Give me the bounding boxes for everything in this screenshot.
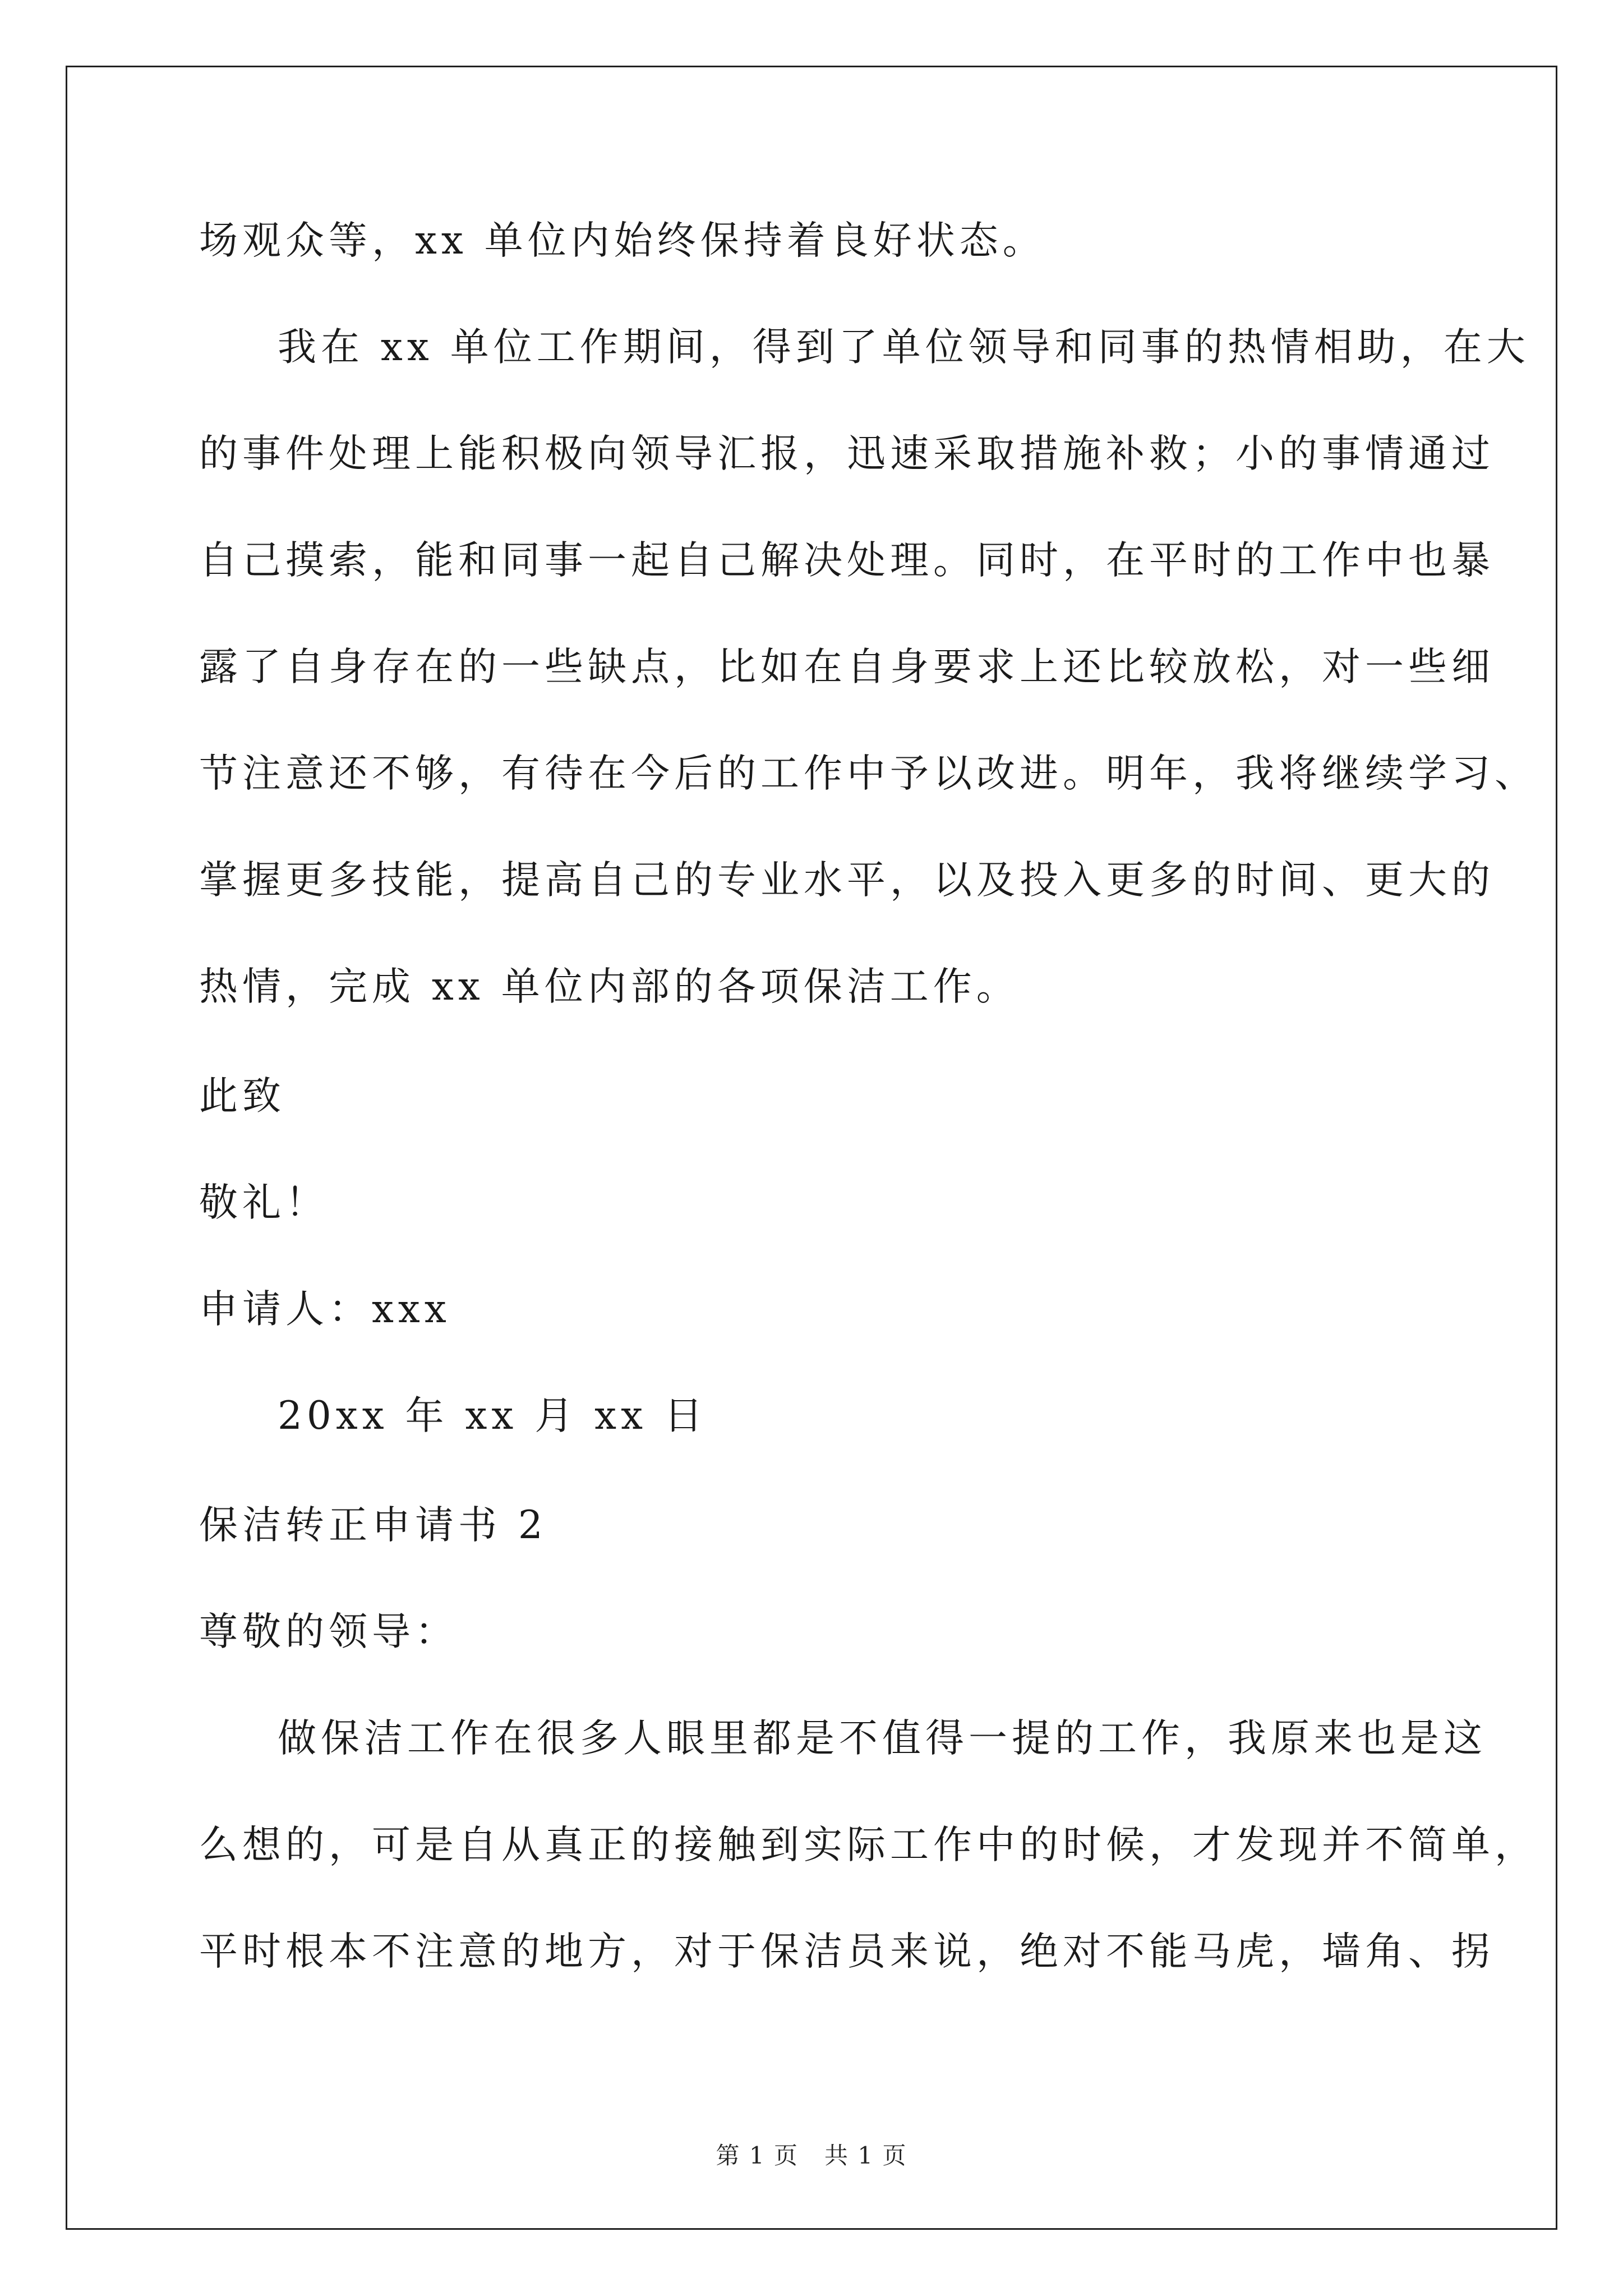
text-line: 场观众等，xx 单位内始终保持着良好状态。 — [199, 218, 1046, 263]
date-line: 20xx 年 xx 月 xx 日 — [278, 1393, 707, 1438]
closing-regards: 敬礼！ — [199, 1180, 329, 1225]
text-line: 露了自身存在的一些缺点，比如在自身要求上还比较放松，对一些细 — [199, 645, 1495, 689]
page-border — [66, 66, 1557, 2230]
greeting: 尊敬的领导： — [199, 1609, 458, 1654]
text-line: 自己摸索，能和同事一起自己解决处理。同时，在平时的工作中也暴 — [199, 538, 1495, 583]
text-line: 节注意还不够，有待在今后的工作中予以改进。明年，我将继续学习、 — [199, 751, 1538, 796]
text-line: 掌握更多技能，提高自己的专业水平，以及投入更多的时间、更大的 — [199, 858, 1495, 903]
text-line: 做保洁工作在很多人眼里都是不值得一提的工作，我原来也是这 — [278, 1716, 1487, 1761]
text-line: 的事件处理上能积极向领导汇报，迅速采取措施补救；小的事情通过 — [199, 431, 1495, 476]
section-title: 保洁转正申请书 2 — [199, 1503, 547, 1548]
text-line: 我在 xx 单位工作期间，得到了单位领导和同事的热情相助，在大 — [278, 325, 1530, 370]
text-line: 平时根本不注意的地方，对于保洁员来说，绝对不能马虎，墙角、拐 — [199, 1929, 1495, 1974]
closing-salutation: 此致 — [199, 1074, 285, 1119]
text-line: 么想的，可是自从真正的接触到实际工作中的时候，才发现并不简单， — [199, 1823, 1538, 1867]
page-footer: 第 1 页 共 1 页 — [716, 2142, 907, 2169]
text-line: 热情，完成 xx 单位内部的各项保洁工作。 — [199, 964, 1020, 1009]
applicant-line: 申请人：xxx — [199, 1287, 451, 1332]
